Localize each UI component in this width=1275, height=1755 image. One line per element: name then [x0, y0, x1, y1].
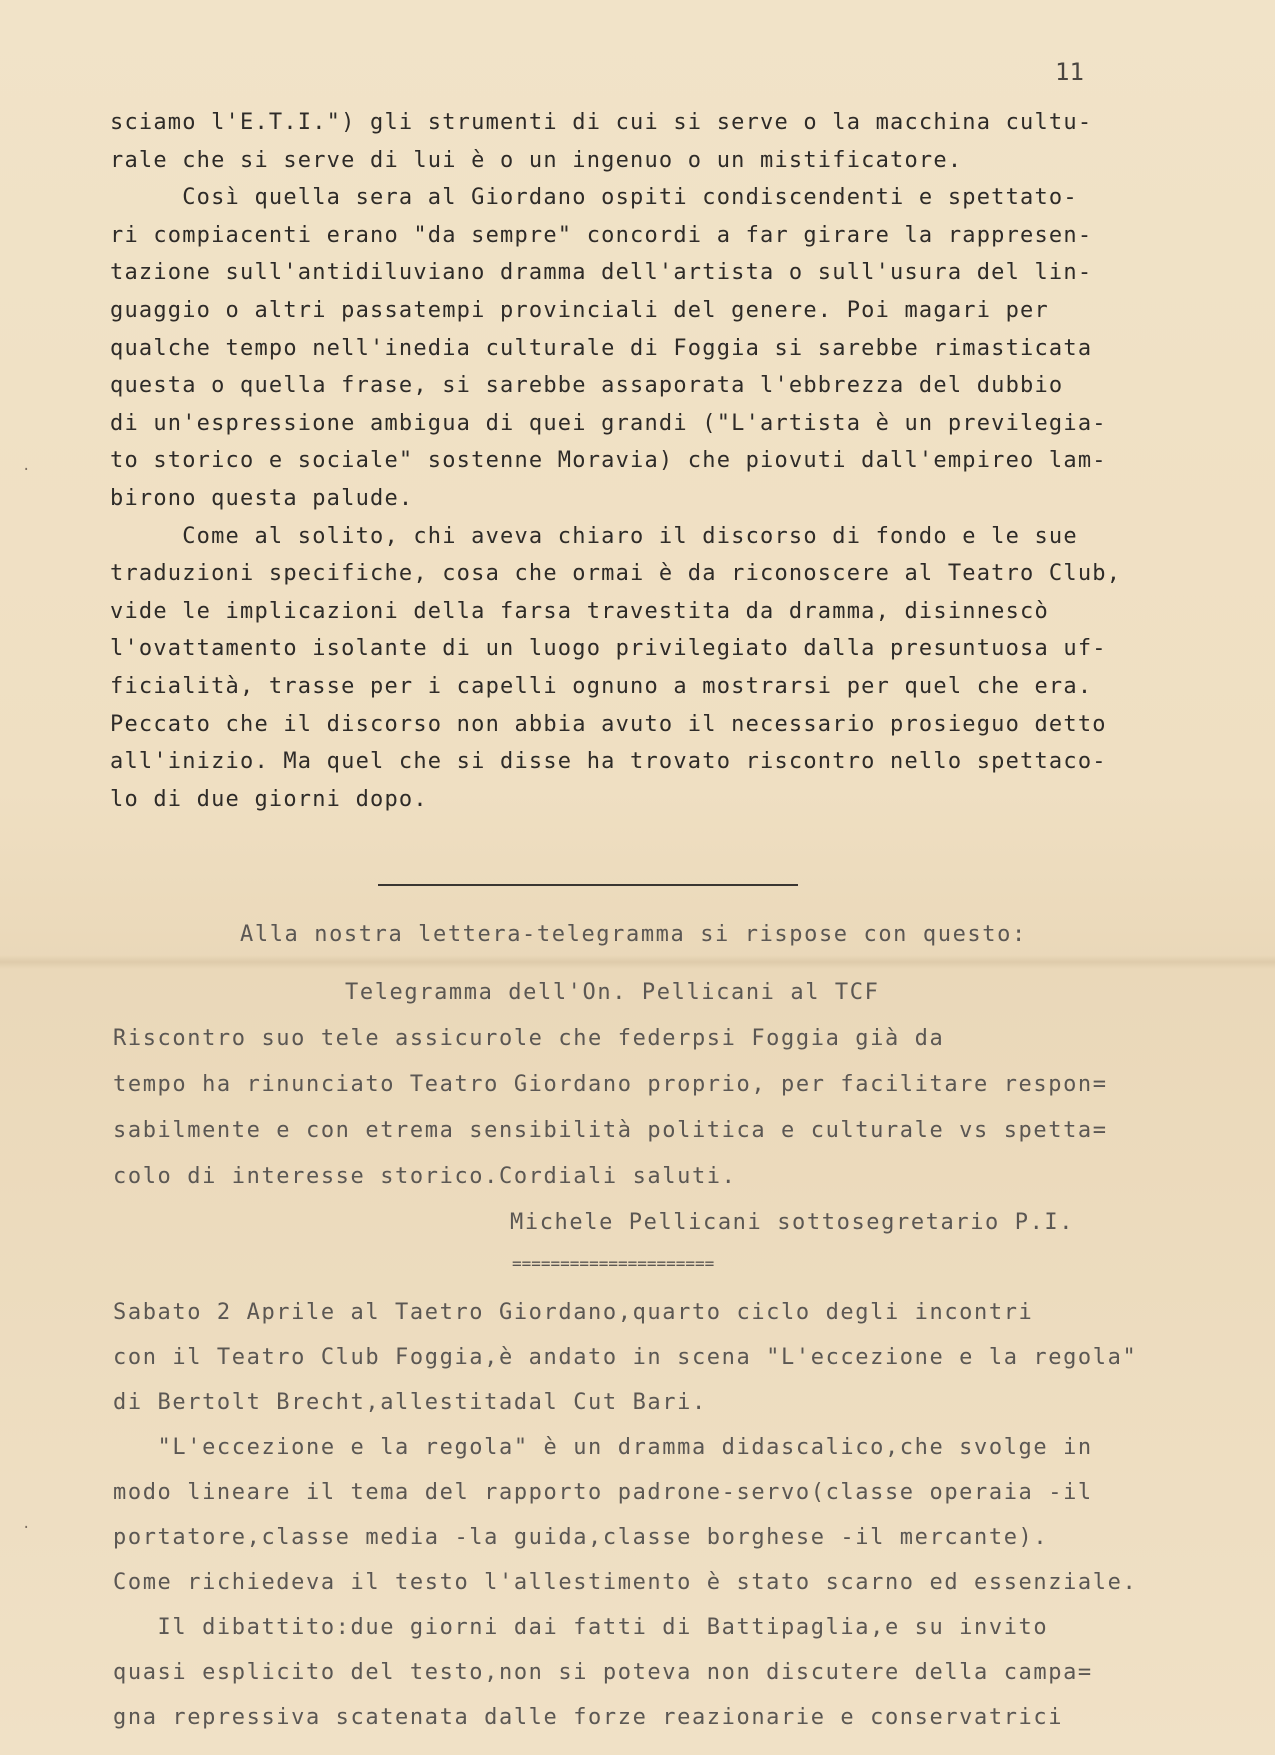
margin-mark: · — [22, 462, 31, 478]
separator-line: ===================== — [512, 1254, 715, 1273]
margin-mark: · — [22, 1520, 31, 1536]
text-line: birono questa palude. — [110, 486, 414, 511]
text-line: Peccato che il discorso non abbia avuto il necessario prosieguo detto — [110, 711, 1107, 737]
text-line: l'ovattamento isolante di un luogo privilegiato dalla presuntuosa uf- — [110, 636, 1107, 662]
text-line: di Bertolt Brecht,allestitadal Cut Bari. — [113, 1390, 707, 1415]
text-line: sabilmente e con etrema sensibilità politica e culturale vs spetta= — [113, 1118, 1108, 1143]
text-line: vide le implicazioni della farsa travestita da dramma, disinnescò — [110, 598, 1049, 624]
telegram-signature: Michele Pellicani sottosegretario P.I. — [510, 1210, 1075, 1235]
text-line: Come al solito, chi aveva chiaro il discorso di fondo e le sue — [110, 523, 1078, 549]
text-line: traduzioni specifiche, cosa che ormai è da riconoscere al Teatro Club, — [110, 561, 1122, 587]
text-line: to storico e sociale" sostenne Moravia) che piovuti dall'empireo lam- — [110, 448, 1107, 474]
text-line: colo di interesse storico.Cordiali saluti. — [113, 1164, 737, 1189]
text-line: ri compiacenti erano "da sempre" concordi a far girare la rappresen- — [110, 222, 1093, 248]
text-line: rale che si serve di lui è o un ingenuo o un mistificatore. — [110, 147, 963, 173]
horizontal-rule — [378, 884, 798, 886]
text-line: Riscontro suo tele assicurole che federpsi Foggia già da — [113, 1026, 945, 1051]
text-line: Il dibattito:due giorni dai fatti di Battipaglia,e su invito — [113, 1615, 1049, 1640]
text-line: quasi esplicito del testo,non si poteva non discutere della campa= — [113, 1660, 1093, 1685]
text-line: di un'espressione ambigua di quei grandi ("L'artista è un previlegia- — [110, 410, 1107, 436]
text-line: ficialità, trasse per i capelli ognuno a mostrarsi per quel che era. — [110, 674, 1093, 699]
text-line: tempo ha rinunciato Teatro Giordano proprio, per facilitare respon= — [113, 1072, 1108, 1097]
text-line: tazione sull'antidiluviano dramma dell'artista o sull'usura del lin- — [110, 260, 1093, 286]
text-line: lo di due giorni dopo. — [110, 786, 428, 812]
text-line: Così quella sera al Giordano ospiti condiscendenti e spettato- — [110, 185, 1078, 211]
text-line: con il Teatro Club Foggia,è andato in scena "L'eccezione e la regola" — [113, 1345, 1138, 1370]
text-line: portatore,classe media -la guida,classe borghese -il mercante). — [113, 1525, 1049, 1550]
intro-line: Alla nostra lettera-telegramma si rispose con questo: — [240, 922, 1027, 947]
text-line: gna repressiva scatenata dalle forze reazionarie e conservatrici — [113, 1705, 1064, 1730]
text-line: guaggio o altri passatempi provinciali del genere. Poi magari per — [110, 298, 1049, 323]
text-line: Sabato 2 Aprile al Taetro Giordano,quarto ciclo degli incontri — [113, 1300, 1034, 1325]
text-line: questa o quella frase, si sarebbe assaporata l'ebbrezza del dubbio — [110, 373, 1064, 399]
telegram-title: Telegramma dell'On. Pellicani al TCF — [345, 980, 880, 1005]
text-line: Come richiedeva il testo l'allestimento è stato scarno ed essenziale. — [113, 1570, 1138, 1595]
text-line: "L'eccezione e la regola" è un dramma didascalico,che svolge in — [113, 1435, 1093, 1460]
text-line: qualche tempo nell'inedia culturale di Foggia si sarebbe rimasticata — [110, 335, 1093, 361]
text-line: sciamo l'E.T.I.") gli strumenti di cui si serve o la macchina cultu- — [110, 110, 1093, 135]
text-line: all'inizio. Ma quel che si disse ha trovato riscontro nello spettaco- — [110, 749, 1107, 775]
page-number: 11 — [1055, 58, 1084, 86]
paper-fold — [0, 955, 1275, 969]
text-line: modo lineare il tema del rapporto padrone-servo(classe operaia -il — [113, 1480, 1093, 1505]
